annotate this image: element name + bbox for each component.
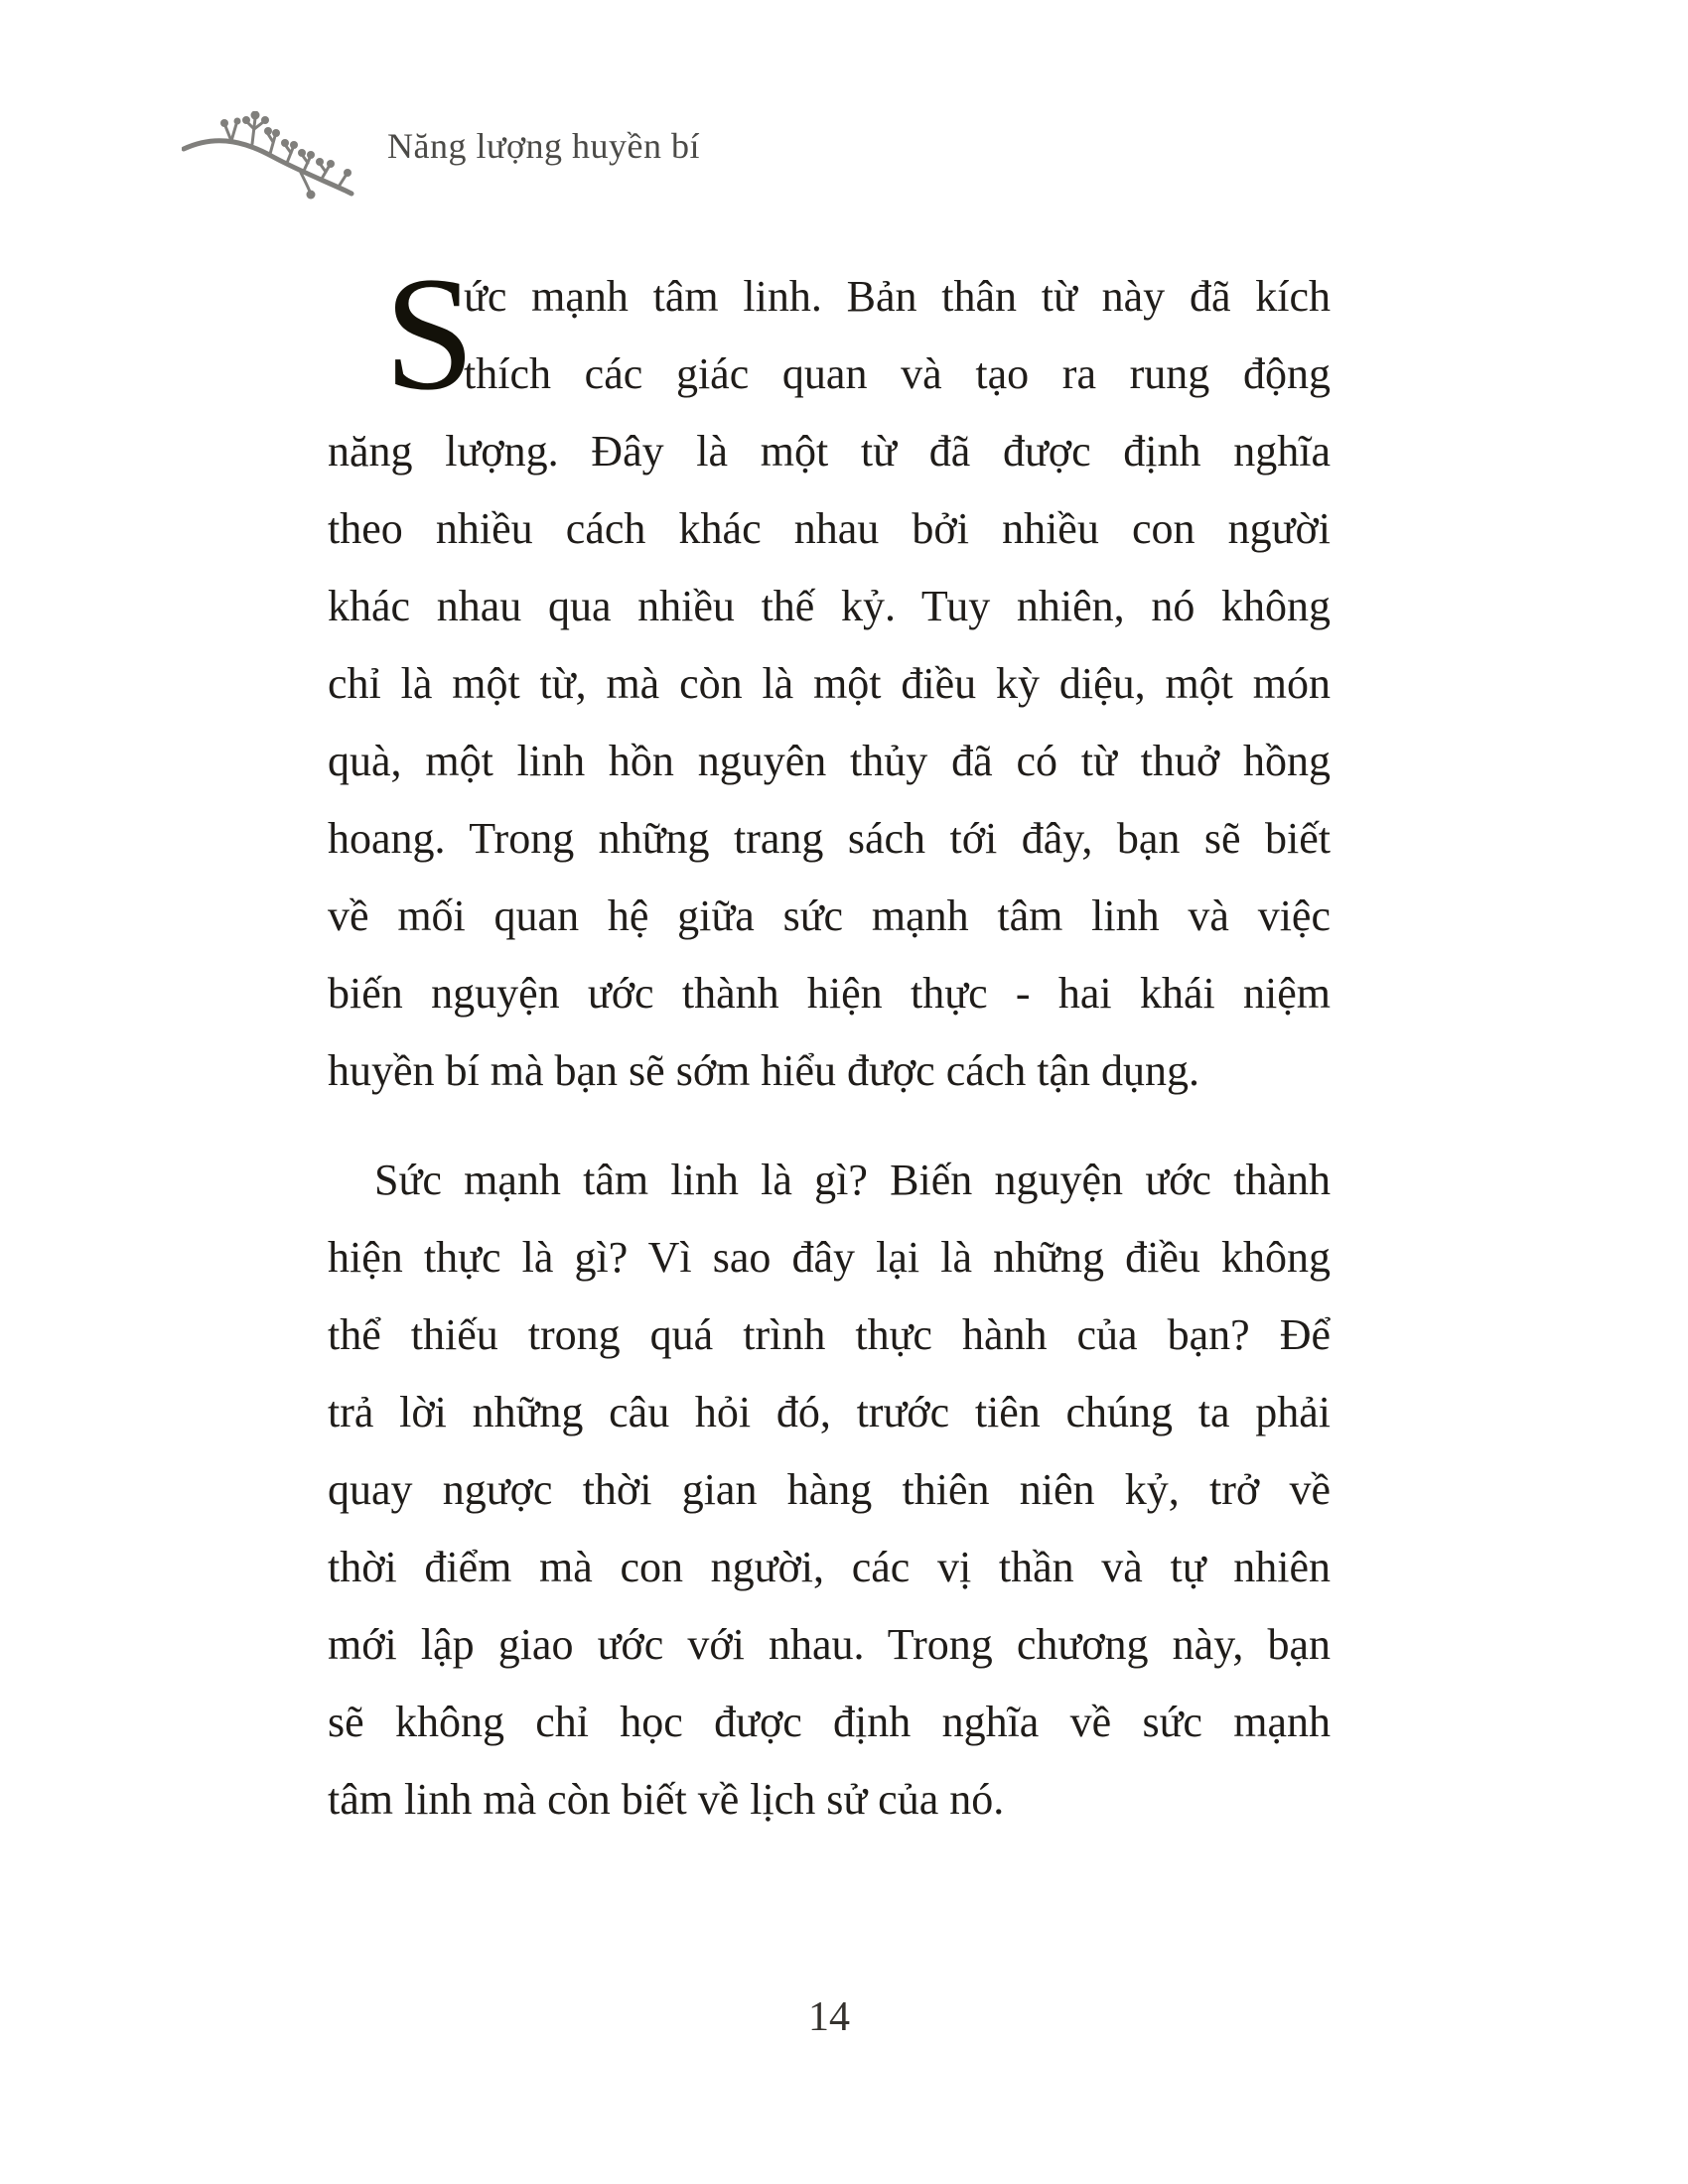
text-line: thích các giác quan và tạo ra rung động — [464, 349, 1331, 398]
running-head-title: Năng lượng huyền bí — [387, 126, 701, 166]
text-line: thời điểm mà con người, các vị thần và tự nhiên — [328, 1543, 1331, 1591]
text-line: trả lời những câu hỏi đó, trước tiên chúng ta phải — [328, 1388, 1331, 1436]
text-line: hiện thực là gì? Vì sao đây lại là những điều không — [328, 1233, 1331, 1282]
text-line: theo nhiều cách khác nhau bởi nhiều con người — [328, 504, 1331, 553]
page-number: 14 — [808, 1994, 850, 2040]
text-line: năng lượng. Đây là một từ đã được định nghĩa — [328, 427, 1331, 476]
page-header — [0, 0, 1688, 218]
text-line: quà, một linh hồn nguyên thủy đã có từ thuở hồng — [328, 737, 1331, 785]
text-line: chỉ là một từ, mà còn là một điều kỳ diệu, một món — [328, 659, 1331, 708]
text-line: mới lập giao ước với nhau. Trong chương này, bạn — [328, 1620, 1331, 1669]
text-line: hoang. Trong những trang sách tới đây, bạn sẽ biết — [328, 814, 1331, 863]
text-line: thể thiếu trong quá trình thực hành của bạn? Để — [328, 1310, 1331, 1359]
text-line: biến nguyện ước thành hiện thực - hai khái niệm — [328, 969, 1331, 1018]
dropcap-wrapped-lines — [328, 258, 1331, 413]
drop-cap-letter: S — [384, 244, 476, 424]
paragraph — [328, 244, 1331, 1110]
text-line: về mối quan hệ giữa sức mạnh tâm linh và việc — [328, 891, 1331, 940]
paragraph — [328, 1142, 1331, 1839]
paragraph-lines — [328, 413, 1331, 1110]
text-line: khác nhau qua nhiều thế kỷ. Tuy nhiên, nó không — [328, 582, 1331, 630]
branch-ornament-icon — [182, 111, 365, 201]
text-line: ức mạnh tâm linh. Bản thân từ này đã kích — [464, 272, 1331, 321]
body-text — [328, 244, 1331, 1839]
paragraph-lines — [328, 1142, 1331, 1839]
text-line: Sức mạnh tâm linh là gì? Biến nguyện ước thành — [374, 1156, 1331, 1204]
text-line: sẽ không chỉ học được định nghĩa về sức mạnh — [328, 1698, 1331, 1746]
text-line: tâm linh mà còn biết về lịch sử của nó. — [328, 1775, 1005, 1824]
text-line: quay ngược thời gian hàng thiên niên kỷ, trở về — [328, 1465, 1331, 1514]
text-line: huyền bí mà bạn sẽ sớm hiểu được cách tận dụng. — [328, 1046, 1200, 1095]
